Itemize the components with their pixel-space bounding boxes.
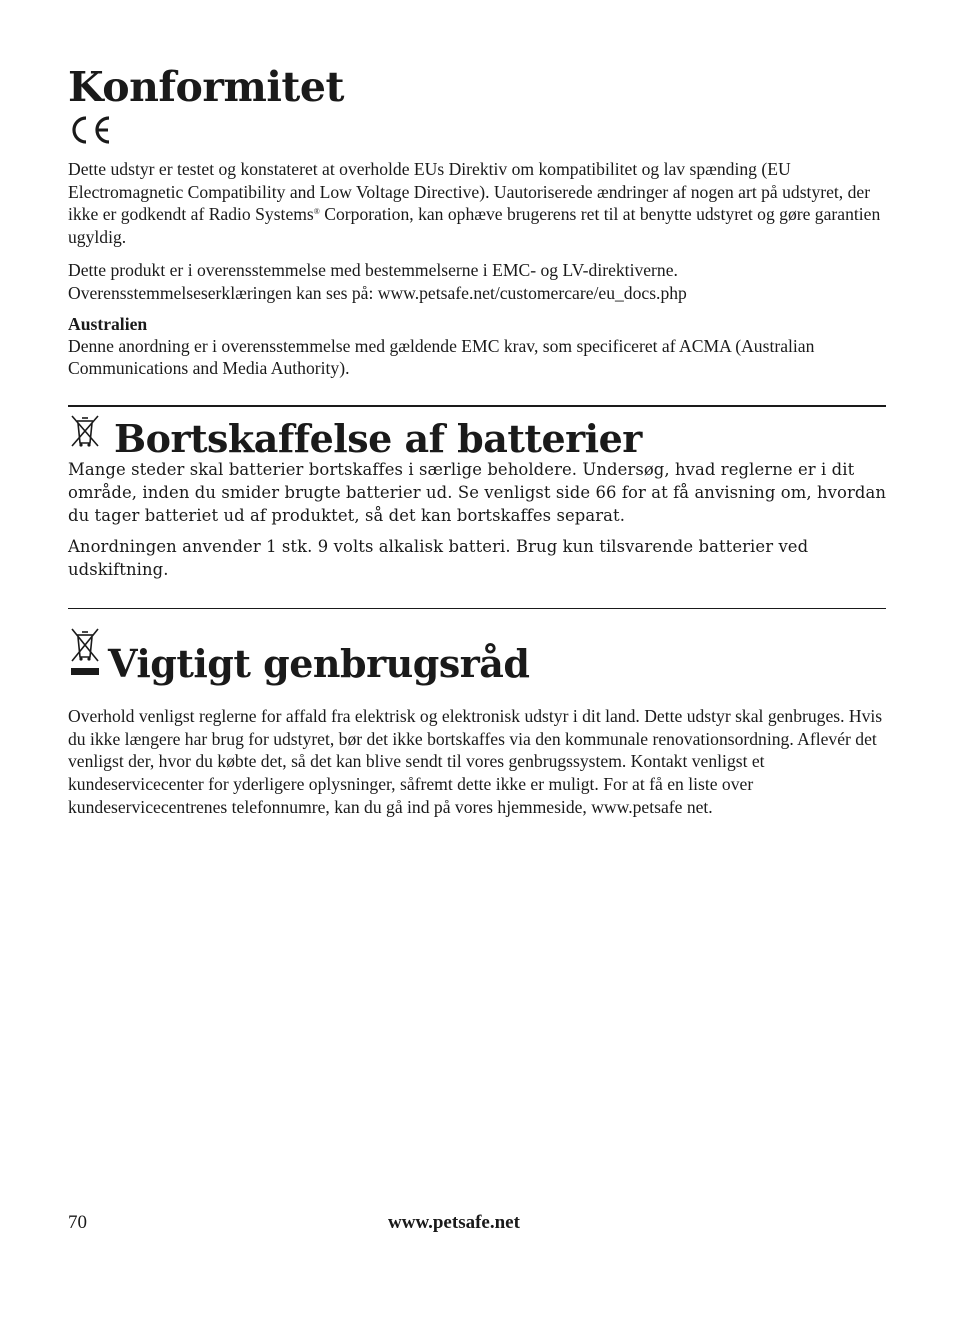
section-divider — [68, 608, 886, 609]
recycling-paragraph: Overhold venligst reglerne for affald fra elektrisk og elektronisk udstyr i dit land. Dette udstyr skal genbruges. Hvis du ikke længere har brug for udstyret, bør det ikke bortskaffes via den kommunale renovationsordning. Aflevér det venligst der, hvor du købte det, så det kan blive sendt til vores genbrugssystem. Kontakt venligst et kundeservicecenter for yderligere oplysninger, såfremt dette ikke er muligt. For at få en liste over kundeservicecentrenes telefonnumre, kan du gå ind på vores hjemmeside, www.petsafe net. — [68, 706, 883, 817]
conformity-text-a: Dette udstyr er testet og konstateret at overholde EUs Direktiv om kompatibilitet og lav spænding (EU Electromagnetic Compatibility and Low Voltage Directive). Uautoriserede ændringer af nogen art på udstyret, der ikke er godkendt af Radio Systems — [68, 159, 871, 225]
conformity-paragraph-2: Dette produkt er i overensstemmelse med bestemmelserne i EMC- og LV-direktiverne. Overensstemmelseserklæringen kan ses på: www.petsafe.net/customercare/eu_docs.php — [68, 260, 687, 303]
recycling-heading: Vigtigt genbrugsråd — [108, 641, 530, 687]
page-number: 70 — [68, 1212, 87, 1233]
batteries-heading-row — [68, 414, 886, 462]
batteries-paragraph-1: Mange steder skal batterier bortskaffes i særlige beholdere. Undersøg, hvad reglerne er i dit område, inden du smider brugte batterier ud. Se venligst side 66 for at få anvisning om, hvordan du tager batteriet ud af produktet, så det kan bortskaffes separat. — [68, 459, 887, 526]
registered-mark: ® — [313, 207, 320, 217]
australia-heading: Australien — [68, 313, 148, 334]
australia-paragraph: Denne anordning er i overensstemmelse med gældende EMC krav, som specificeret af ACMA (Australian Communications and Media Authority). — [68, 335, 815, 379]
batteries-heading: Bortskaffelse af batterier — [114, 415, 642, 461]
batteries-paragraph-2: Anordningen anvender 1 stk. 9 volts alkalisk batteri. Brug kun tilsvarende batterier ved udskiftning. — [68, 536, 809, 579]
conformity-paragraph-1 — [68, 158, 886, 248]
crossed-out-bin-icon — [68, 414, 102, 452]
page-footer — [68, 1212, 886, 1238]
ce-mark-icon — [68, 114, 886, 146]
section-divider — [68, 405, 886, 407]
weee-bin-icon — [68, 625, 102, 681]
conformity-text-b: Corporation, kan ophæve brugerens ret til at benytte udstyret og gøre garantien ugyldig. — [68, 204, 881, 247]
recycling-heading-row — [68, 625, 886, 687]
footer-url: www.petsafe.net — [388, 1212, 520, 1233]
document-page — [68, 62, 886, 818]
conformity-heading: Konformitet — [68, 63, 344, 111]
